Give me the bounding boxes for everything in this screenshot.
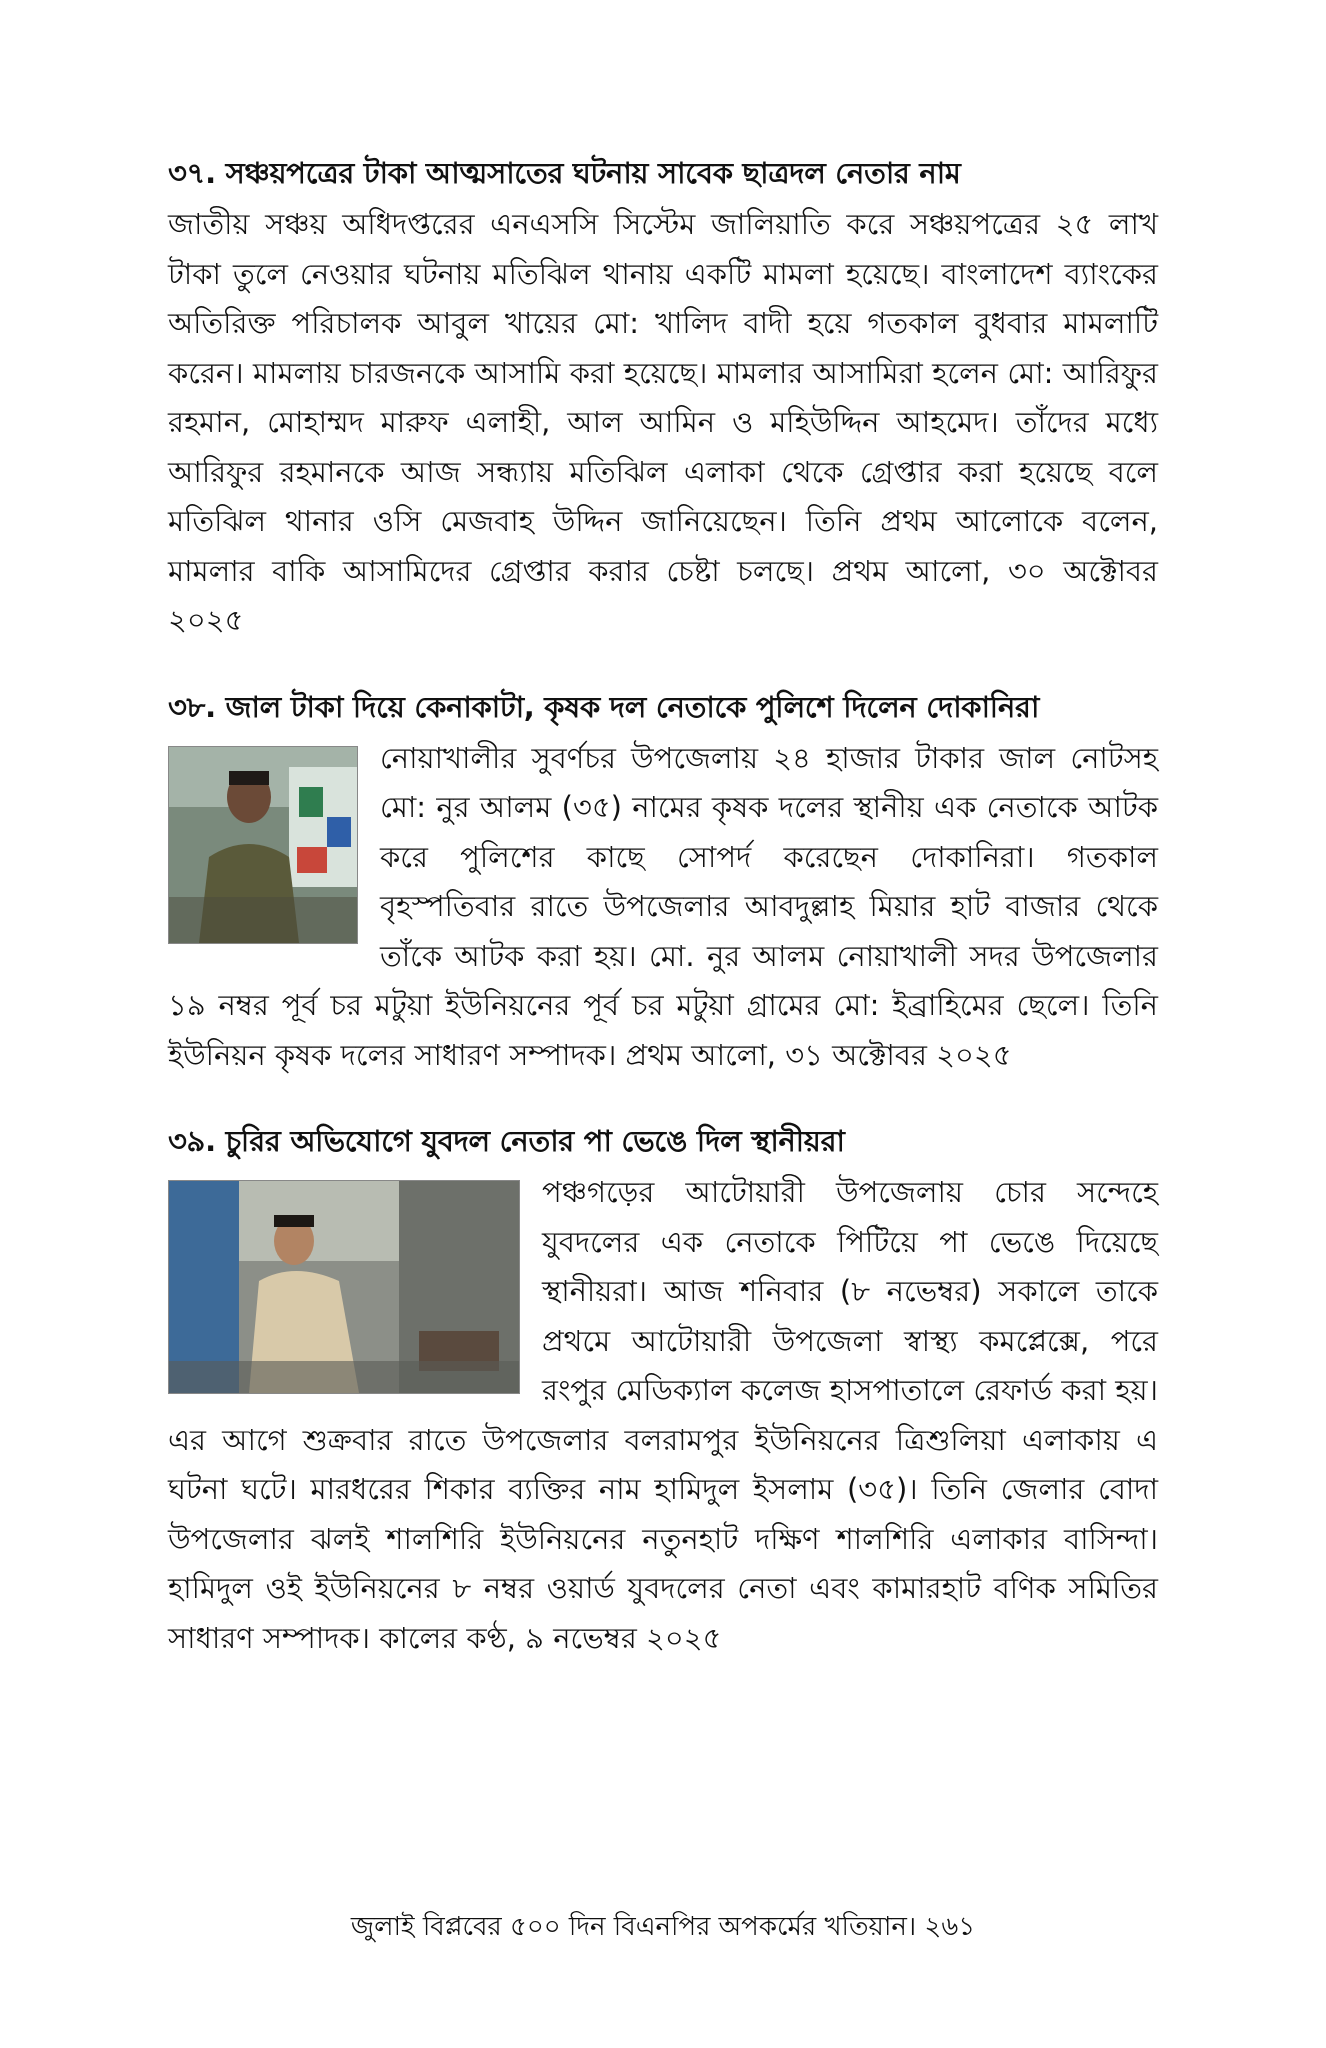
article-37 — [168, 150, 1158, 646]
article-heading: ৩৭. সঞ্চয়পত্রের টাকা আত্মসাতের ঘটনায় সাবেক ছাত্রদল নেতার নাম — [168, 156, 961, 190]
article-38 — [168, 684, 1158, 1081]
page-footer: জুলাই বিপ্লবের ৫০০ দিন বিএনপির অপকর্মের খতিয়ান। ২৬১ — [350, 1912, 976, 1942]
article-heading: ৩৯. চুরির অভিযোগে যুবদল নেতার পা ভেঙে দিল স্থানীয়রা — [168, 1124, 845, 1158]
article-body: জাতীয় সঞ্চয় অধিদপ্তরের এনএসসি সিস্টেম জালিয়াতি করে সঞ্চয়পত্রের ২৫ লাখ টাকা তুলে নেওয়ার ঘটনায় মতিঝিল থানায় একটি মামলা হয়েছে। বাংলাদেশ ব্যাংকের অতিরিক্ত পরিচালক আবুল খায়ের মো: খালিদ বাদী হয়ে গতকাল বুধবার মামলাটি করেন। মামলায় চারজনকে আসামি করা হয়েছে। মামলার আসামিরা হলেন মো: আরিফুর রহমান, মোহাম্মদ মারুফ এলাহী, আল আমিন ও মহিউদ্দিন আহমেদ। তাঁদের মধ্যে আরিফুর রহমানকে আজ সন্ধ্যায় মতিঝিল এলাকা থেকে গ্রেপ্তার করা হয়েছে বলে মতিঝিল থানার ওসি মেজবাহ উদ্দিন জানিয়েছেন। তিনি প্রথম আলোকে বলেন, মামলার বাকি আসামিদের গ্রেপ্তার করার চেষ্টা চলছে। প্রথম আলো, ৩০ অক্টোবর ২০২৫ — [168, 207, 1158, 637]
article-39 — [168, 1118, 1158, 1663]
article-heading: ৩৮. জাল টাকা দিয়ে কেনাকাটা, কৃষক দল নেতাকে পুলিশে দিলেন দোকানিরা — [168, 689, 1040, 724]
article-photo-man — [168, 746, 358, 944]
article-photo-injured-man — [168, 1180, 520, 1394]
article-body: পঞ্চগড়ের আটোয়ারী উপজেলায় চোর সন্দেহে যুবদলের এক নেতাকে পিটিয়ে পা ভেঙে দিয়েছে স্থানীয়রা। আজ শনিবার (৮ নভেম্বর) সকালে তাকে প্রথমে আটোয়ারী উপজেলা স্বাস্থ্য কমপ্লেক্সে, পরে রংপুর মেডিক্যাল কলেজ হাসপাতালে রেফার্ড করা হয়। এর আগে শুক্রবার রাতে উপজেলার বলরামপুর ইউনিয়নের ত্রিশুলিয়া এলাকায় এ ঘটনা ঘটে। মারধরের শিকার ব্যক্তির নাম হামিদুল ইসলাম (৩৫)। তিনি জেলার বোদা উপজেলার ঝলই শালশিরি ইউনিয়নের নতুনহাট দক্ষিণ শালশিরি এলাকার বাসিন্দা। হামিদুল ওই ইউনিয়নের ৮ নম্বর ওয়ার্ড যুবদলের নেতা এবং কামারহাট বণিক সমিতির সাধারণ সম্পাদক। কালের কণ্ঠ, ৯ নভেম্বর ২০২৫ — [168, 1175, 1159, 1655]
page-content — [168, 150, 1158, 1701]
article-body: নোয়াখালীর সুবর্ণচর উপজেলায় ২৪ হাজার টাকার জাল নোটসহ মো: নুর আলম (৩৫) নামের কৃষক দলের স্থানীয় এক নেতাকে আটক করে পুলিশের কাছে সোপর্দ করেছেন দোকানিরা। গতকাল বৃহস্পতিবার রাতে উপজেলার আবদুল্লাহ মিয়ার হাট বাজার থেকে তাঁকে আটক করা হয়। মো. নুর আলম নোয়াখালী সদর উপজেলার ১৯ নম্বর পূর্ব চর মটুয়া ইউনিয়নের পূর্ব চর মটুয়া গ্রামের মো: ইব্রাহিমের ছেলে। তিনি ইউনিয়ন কৃষক দলের সাধারণ সম্পাদক। প্রথম আলো, ৩১ অক্টোবর ২০২৫ — [168, 740, 1158, 1072]
